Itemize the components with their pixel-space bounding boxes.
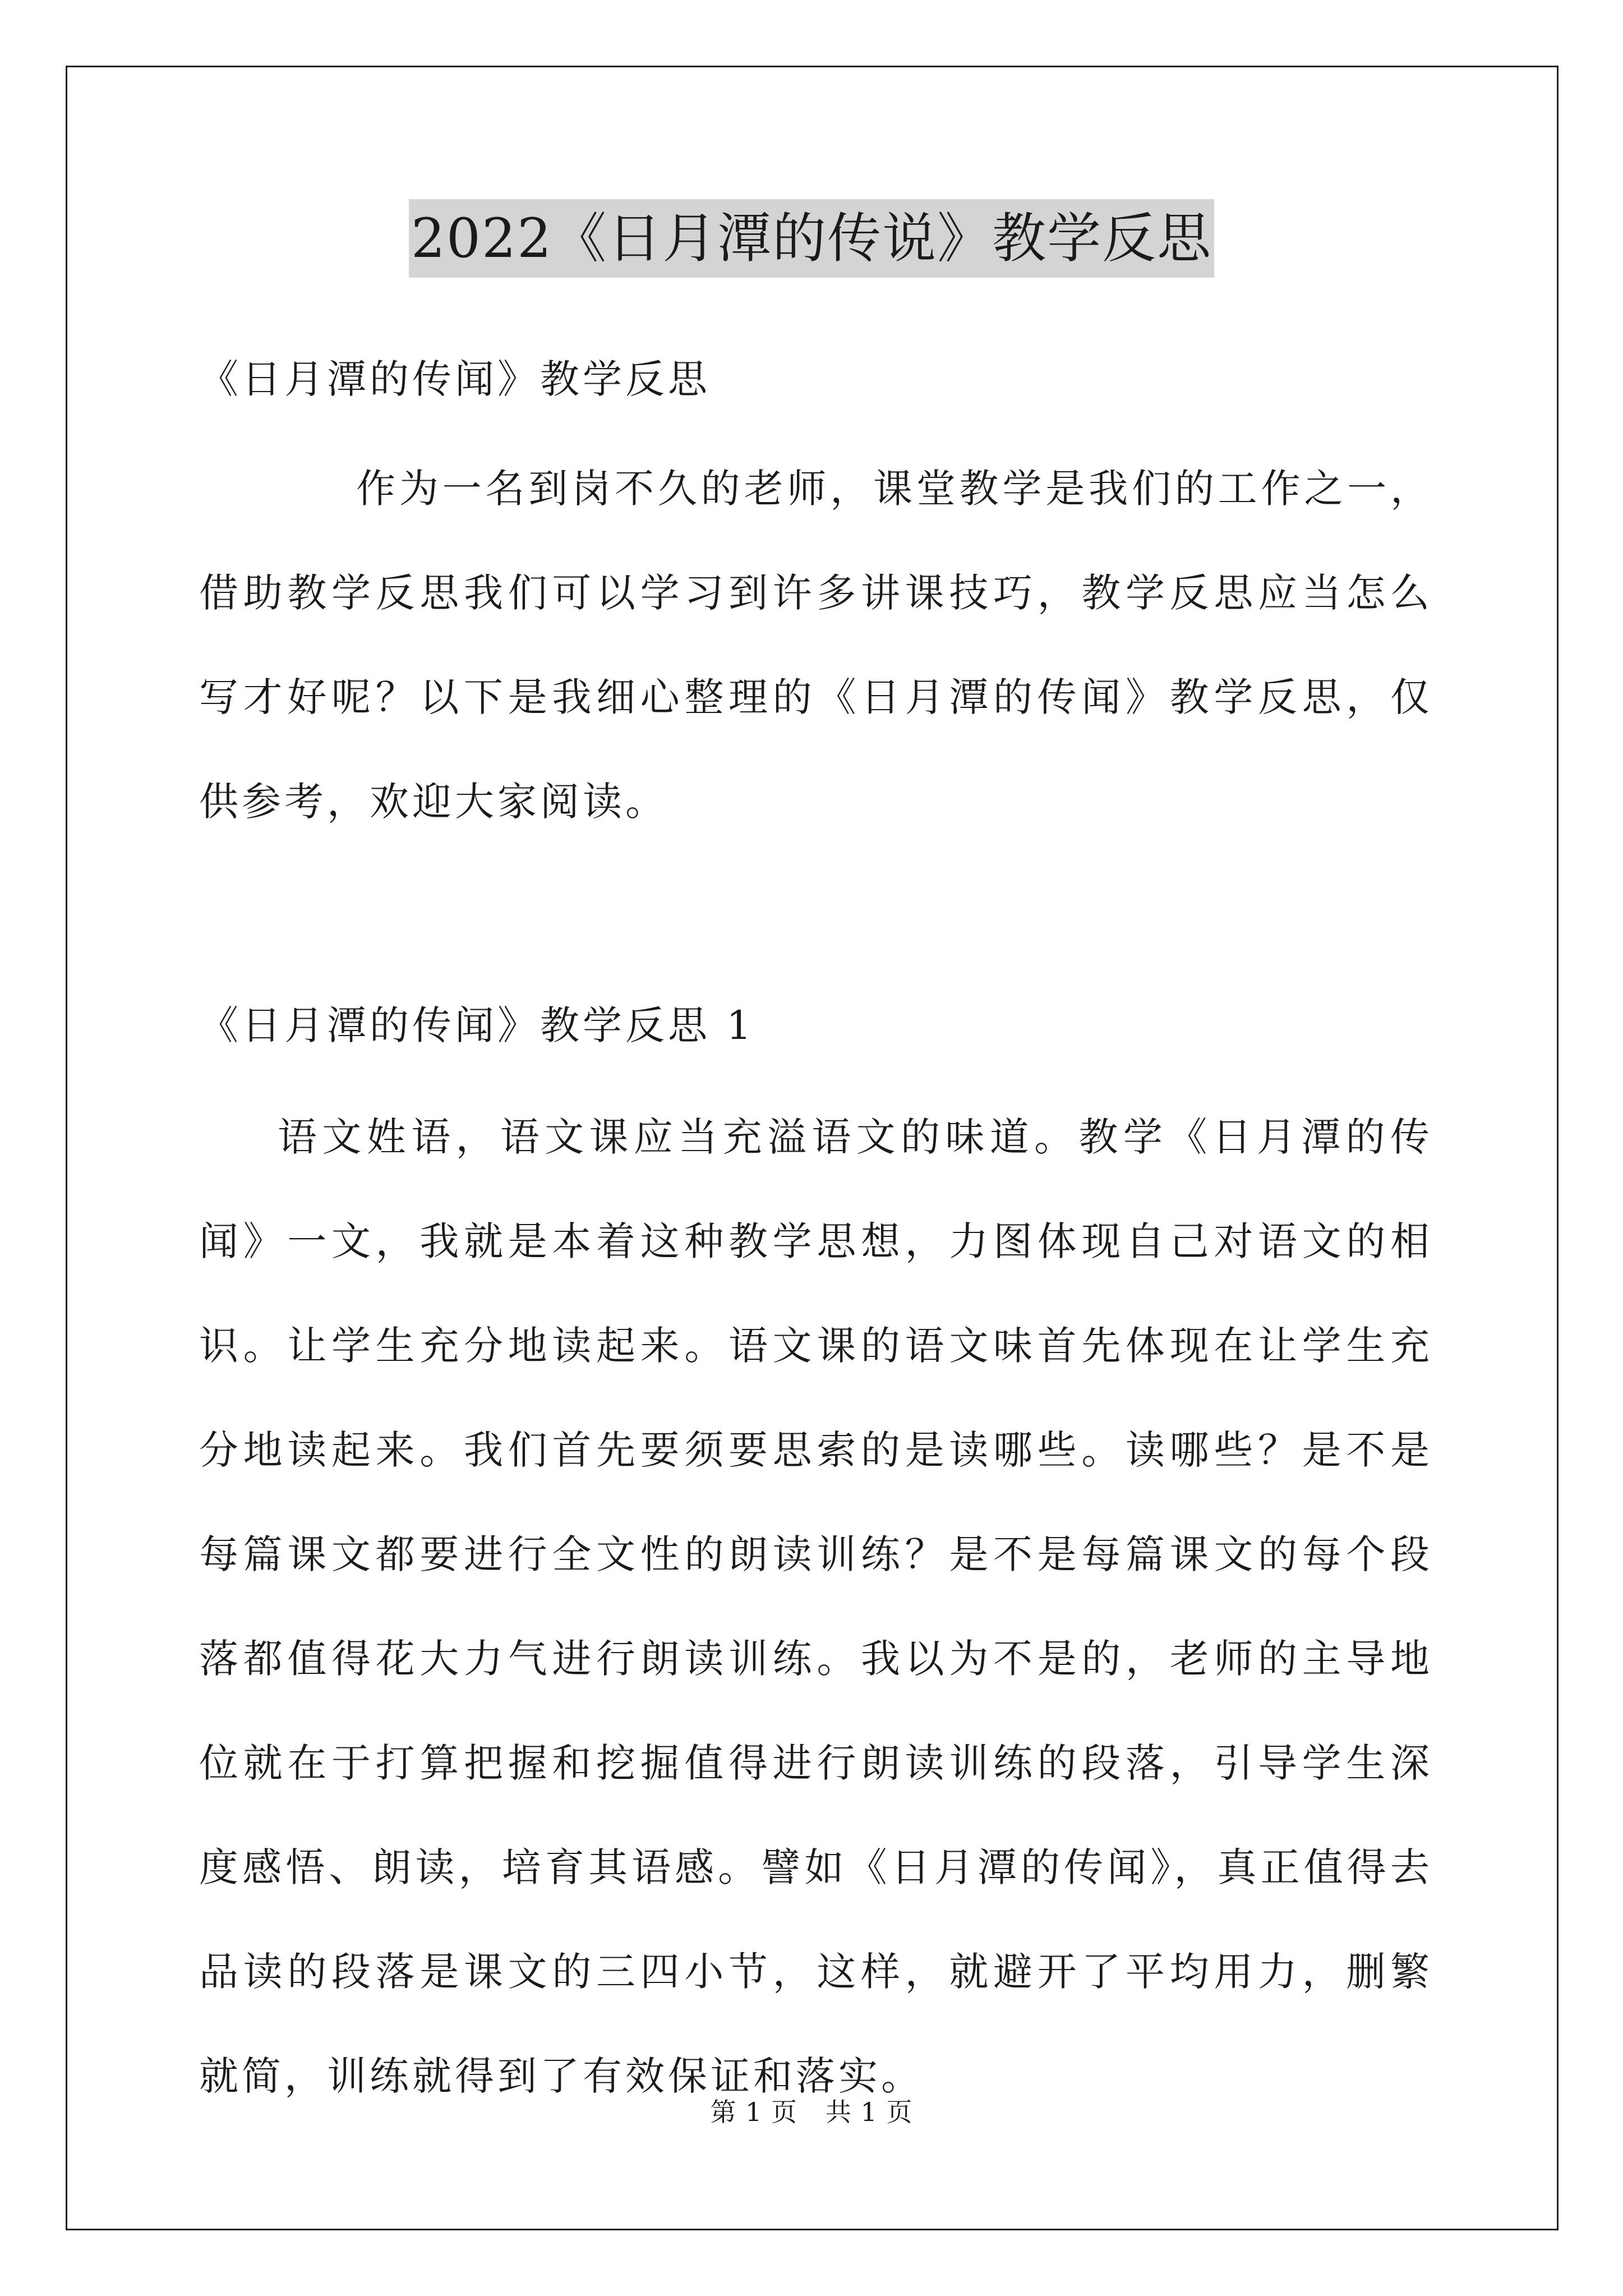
document-title: 2022《日月潭的传说》教学反思 xyxy=(409,199,1214,278)
title-wrap xyxy=(0,199,1623,278)
page-total: 共 1 页 xyxy=(826,2097,913,2127)
document-subtitle: 《日月潭的传闻》教学反思 xyxy=(199,356,711,402)
intro-paragraph: 作为一名到岗不久的老师，课堂教学是我们的工作之一，借助教学反思我们可以学习到许多讲课技巧，教学反思应当怎么写才好呢？以下是我细心整理的《日月潭的传闻》教学反思，仅供参考，欢迎大家阅读。 xyxy=(199,466,1433,825)
page-footer xyxy=(0,2095,1623,2129)
section-heading: 《日月潭的传闻》教学反思 1 xyxy=(199,1002,755,1048)
page-number: 第 1 页 xyxy=(710,2097,797,2127)
section-paragraph: 语文姓语，语文课应当充溢语文的味道。教学《日月潭的传闻》一文，我就是本着这种教学思想，力图体现自己对语文的相识。让学生充分地读起来。语文课的语文味首先体现在让学生充分地读起来。我们首先要须要思索的是读哪些。读哪些？是不是每篇课文都要进行全文性的朗读训练？是不是每篇课文的每个段落都值得花大力气进行朗读训练。我以为不是的，老师的主导地位就在于打算把握和挖掘值得进行朗读训练的段落，引导学生深度感悟、朗读，培育其语感。譬如《日月潭的传闻》，真正值得去品读的段落是课文的三四小节，这样，就避开了平均用力，删繁就简，训练就得到了有效保证和落实。 xyxy=(199,1114,1433,2099)
